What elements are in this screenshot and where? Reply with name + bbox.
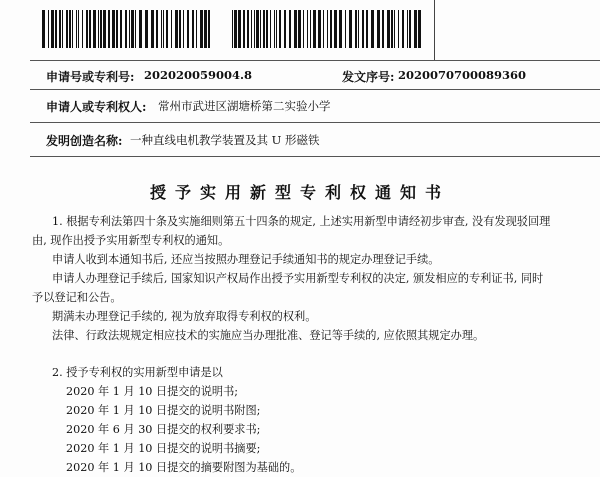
applicant-value: 常州市武进区湖塘桥第二实验小学	[158, 99, 331, 113]
paragraph-5: 法律、行政法规规定相应技术的实施应当办理批准、登记等手续的, 应依照其规定办理。	[52, 329, 485, 342]
divider-3	[30, 156, 600, 157]
invention-title-value: 一种直线电机教学装置及其 U 形磁铁	[130, 133, 320, 147]
divider-top	[30, 60, 600, 61]
paragraph-3-line-2: 予以登记和公告。	[32, 291, 122, 304]
paragraph-1-line-2: 由, 现作出授予实用新型专利权的通知。	[32, 234, 230, 247]
barcode-image-left	[42, 10, 212, 48]
document-list-item: 2020 年 1 月 10 日提交的说明书;	[66, 385, 239, 398]
application-number-value: 202020059004.8	[144, 68, 253, 82]
document-list-item: 2020 年 1 月 10 日提交的摘要附图为基础的。	[66, 461, 302, 474]
header-divider-vertical	[434, 0, 435, 60]
paragraph-3-line-1: 申请人办理登记手续后, 国家知识产权局作出授予实用新型专利权的决定, 颁发相应的专利证书, 同时	[52, 272, 544, 285]
document-list-item: 2020 年 6 月 30 日提交的权利要求书;	[66, 423, 261, 436]
paragraph-4: 期满未办理登记手续的, 视为放弃取得专利权的权利。	[52, 310, 317, 323]
barcode-image-right	[232, 10, 422, 48]
divider-2	[30, 122, 600, 123]
applicant-label: 申请人或专利权人:	[46, 100, 147, 114]
document-list-item: 2020 年 1 月 10 日提交的说明书摘要;	[66, 442, 261, 455]
paragraph-2: 申请人收到本通知书后, 还应当按照办理登记手续通知书的规定办理登记手续。	[52, 253, 440, 266]
invention-title-label: 发明创造名称:	[46, 134, 123, 148]
paragraph-1-line-1: 1. 根据专利法第四十条及实施细则第五十四条的规定, 上述实用新型申请经初步审查, 没有发现驳回理	[52, 215, 551, 228]
divider-1	[30, 89, 600, 90]
application-number-label: 申请号或专利号:	[46, 70, 135, 84]
dispatch-number-value: 2020070700089360	[398, 68, 527, 82]
document-list-item: 2020 年 1 月 10 日提交的说明书附图;	[66, 404, 261, 417]
document-title: 授予实用新型专利权通知书	[149, 183, 450, 202]
dispatch-number-label: 发文序号:	[342, 70, 395, 84]
section-2-heading: 2. 授予专利权的实用新型申请是以	[52, 366, 223, 379]
